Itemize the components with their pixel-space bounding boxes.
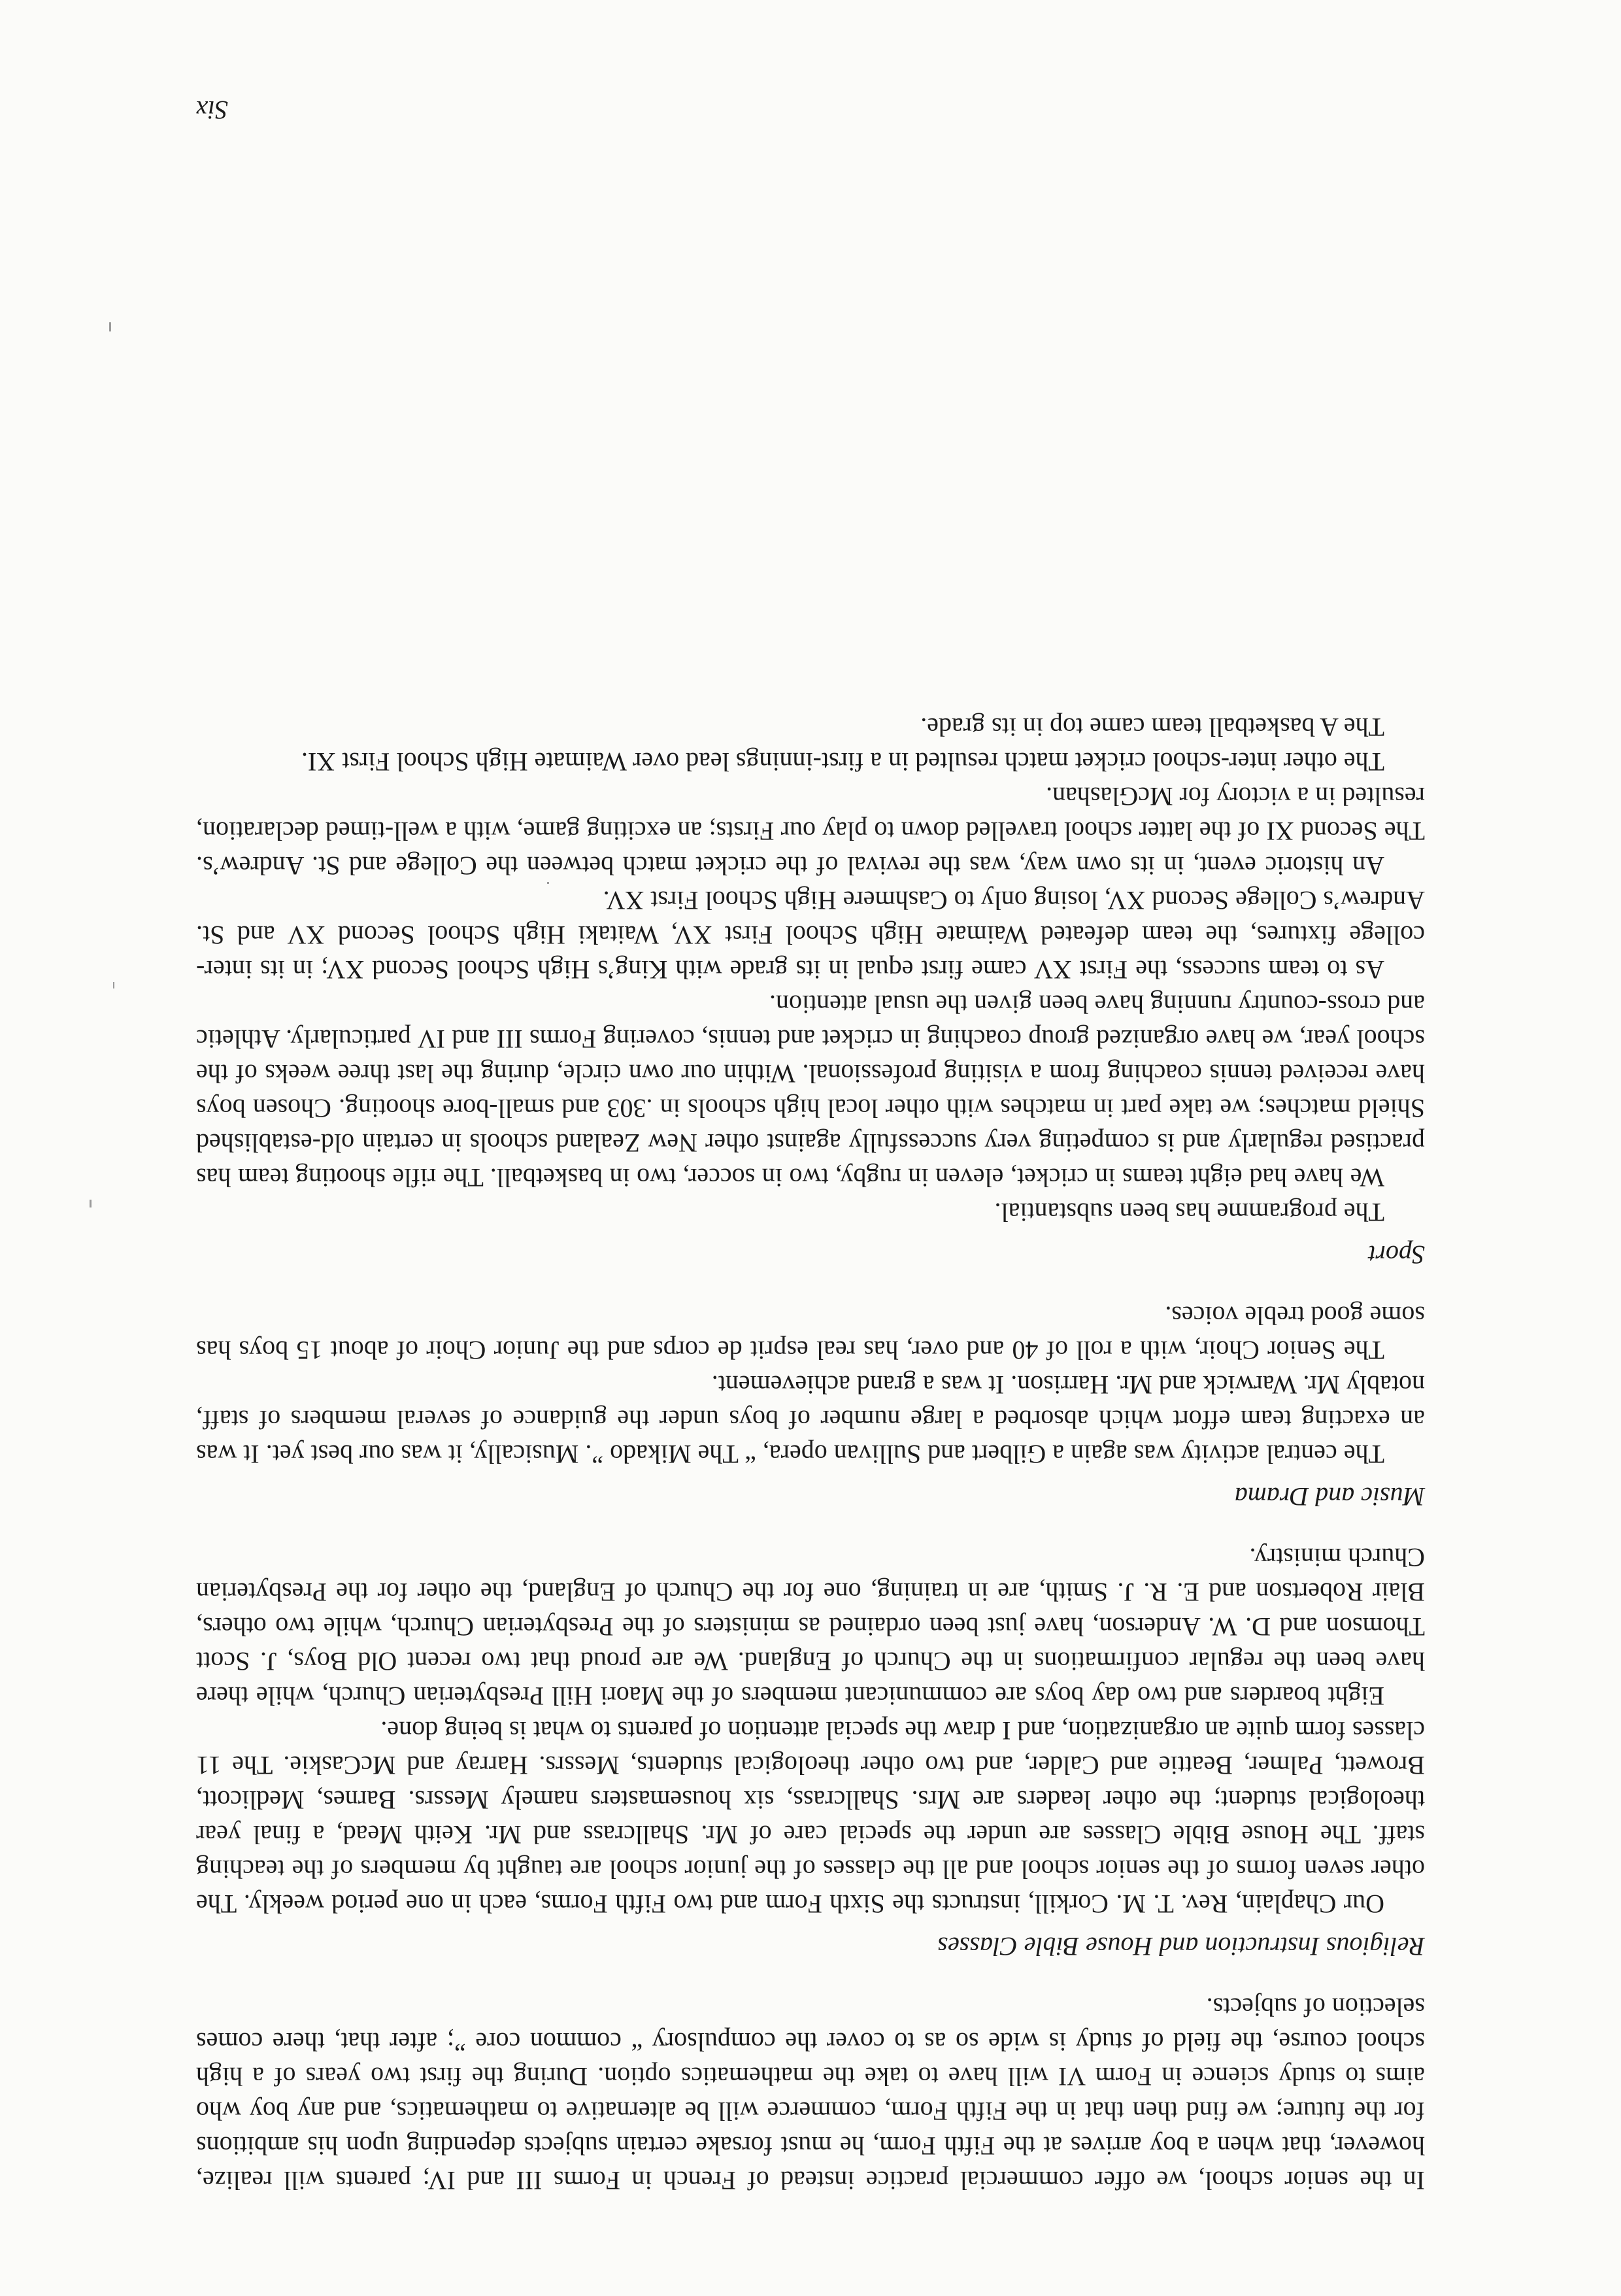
- paragraph: The A basketball team came top in its grade.: [920, 713, 1384, 742]
- scan-speck: [109, 322, 111, 331]
- paragraph: As to team success, the First XV came first equal in its grade with King’s High School Second XV; in its inter-college fixtures, the team defeated Waimate High School First XV, Waitaki High School Second XV and St. Andrew’s College Second XV, losing only to Cashmere High School First XV.: [196, 886, 1425, 985]
- paragraph: The other inter-school cricket match resulted in a first-innings lead over Waimate High School First XI.: [301, 747, 1384, 777]
- scan-speck: [547, 882, 549, 884]
- scan-speck: [113, 982, 114, 988]
- page-number: Six: [196, 95, 228, 125]
- paragraph: In the senior school, we offer commercial practice instead of French in Forms III and IV; parents will realize, however, that when a boy arrives at the Fifth Form, he must forsake certain subjects depending upon his ambitions for the future; we find then that in the Fifth Form, commerce will be alternative to mathematics, and any boy who aims to study science in Form VI will have to take the mathematics option. During the first two years of a high school course, the field of study is wide so as to cover the compulsory “ common core ”; after that, there comes selection of subjects.: [196, 1993, 1425, 2195]
- scan-speck: [90, 1200, 92, 1207]
- paragraph: An historic event, in its own way, was the revival of the cricket match between the College and St. Andrew’s. The Second XI of the latter school travelled down to play our Firsts; an exciting game, with a well-timed declaration, resulted in a victory for McGlashan.: [196, 782, 1425, 881]
- paragraph: The central activity was again a Gilbert and Sullivan opera, “ The Mikado ”. Musically, it was our best yet. It was an exacting team effort which absorbed a large number of boys under the guidance of several members of staff, notably Mr. Warwick and Mr. Harrison. It was a grand achievement.: [196, 1370, 1425, 1469]
- paragraph: The programme has been substantial.: [994, 1198, 1384, 1227]
- paragraph: Eight boarders and two day boys are communicant members of the Maori Hill Presbyterian Church, while there have been the regular confirmations in the Church of England. We are proud that two recent Old Boys, J. Scott Thomson and D. W. Anderson, have just been ordained as ministers of the Presbyterian Church, while two others, Blair Robertson and E. R. J. Smith, are in training, one for the Church of England, the other for the Presbyterian Church ministry.: [196, 1543, 1425, 1711]
- page-body: [196, 710, 1425, 2198]
- paragraph: We have had eight teams in cricket, eleven in rugby, two in soccer, two in basketball. The rifle shooting team has practised regularly and is competing very successfully against other New Zealand schools in certain old-established Shield matches; we take part in matches with other local high schools in .303 and small-bore shooting. Chosen boys have received tennis coaching from a visiting professional. Within our own circle, during the last three weeks of the school year, we have organized group coaching in cricket and tennis, covering Forms III and IV particularly. Athletic and cross-country running have been given the usual attention.: [196, 990, 1425, 1192]
- section-heading-sport: Sport: [1368, 1240, 1425, 1270]
- paragraph: Our Chaplain, Rev. T. M. Corkill, instructs the Sixth Form and two Fifth Forms, each in one period weekly. The other seven forms of the senior school and all the classes of the junior school are taught by members of the teaching staff. The House Bible Classes are under the special care of Mr. Shallcrass and Mr. Keith Mead, a final year theological student; the other leaders are Mrs. Shallcrass, six housemasters namely Messrs. Barnes, Medlicott, Browett, Palmer, Beattie and Calder, and two other theological students, Messrs. Harray and McCaskie. The 11 classes form quite an organization, and I draw the special attention of parents to what is being done.: [196, 1716, 1425, 1919]
- section-heading-music-and-drama: Music and Drama: [1234, 1482, 1425, 1511]
- section-heading-religious-instruction: Religious Instruction and House Bible Classes: [937, 1932, 1425, 1961]
- paragraph: The Senior Choir, with a roll of 40 and over, has real esprit de corps and the Junior Choir of about 15 boys has some good treble voices.: [196, 1301, 1425, 1365]
